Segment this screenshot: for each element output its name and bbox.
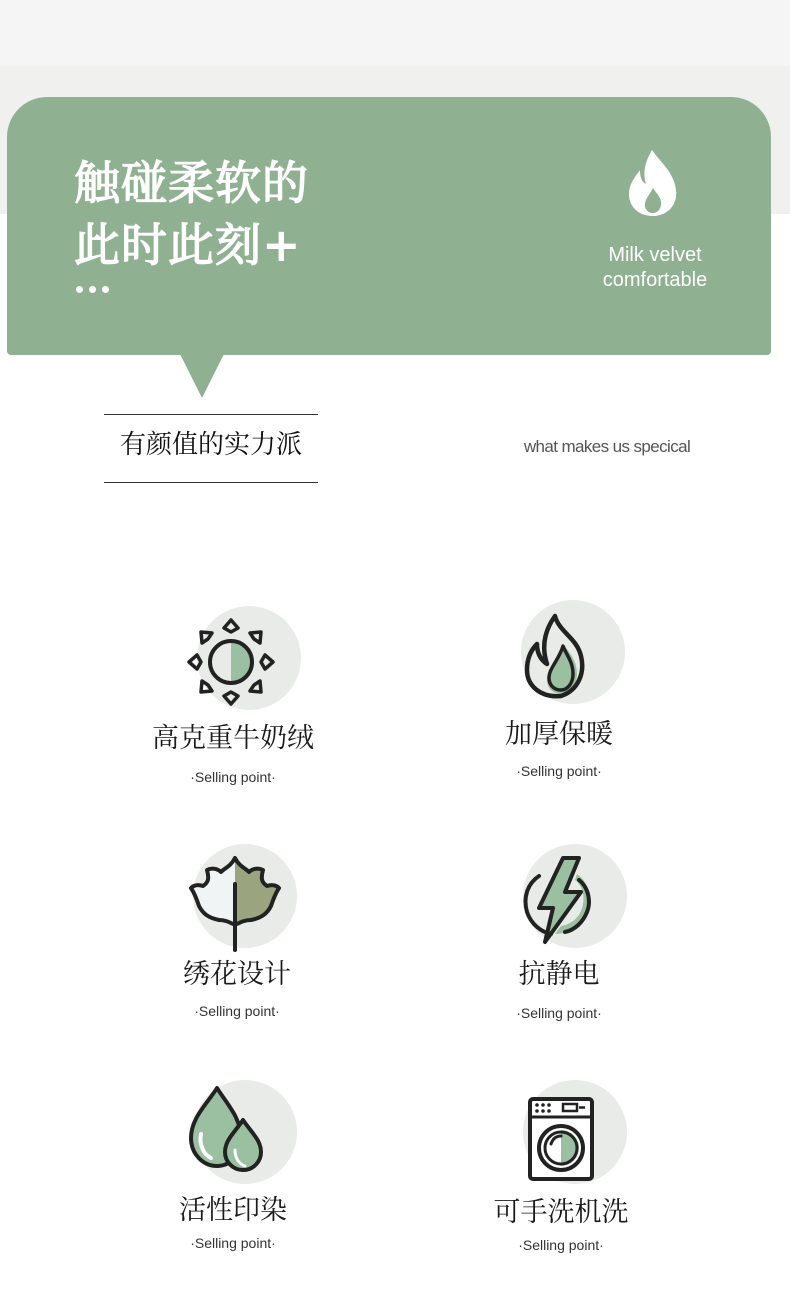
section-subtitle-en: what makes us specical [523,437,691,456]
feature-name: 可手洗机洗 [493,1197,629,1228]
feature-name: 抗静电 [518,959,600,990]
flame-icon [515,610,607,702]
banner-pointer [180,354,224,398]
feature-item [83,600,383,800]
leaf-icon [187,854,283,954]
section-title: 有颜值的实力派 [119,430,302,460]
selling-point-tag: ·Selling point· [190,769,276,785]
banner-tagline-line1: Milk velvet [608,244,702,266]
title-rule-top [104,414,318,415]
banner-tagline-line2: comfortable [602,269,708,291]
selling-point-tag: ·Selling point· [518,1237,604,1253]
top-background [0,0,790,66]
feature-item [83,1074,383,1264]
sun-icon [183,614,279,710]
feature-item [409,840,709,1030]
banner-title-line1: 触碰柔软的 [74,156,309,210]
ellipsis-dots [76,286,109,293]
selling-point-tag: ·Selling point· [194,1003,280,1019]
feature-name: 绣花设计 [183,959,291,990]
selling-point-tag: ·Selling point· [516,763,602,779]
washing-machine-icon [527,1096,595,1182]
selling-point-tag: ·Selling point· [190,1235,276,1251]
banner-title-line2: 此时此刻+ [74,218,302,272]
feature-name: 高克重牛奶绒 [152,723,314,754]
feature-item [87,840,387,1030]
feature-item [409,596,709,796]
title-rule-bottom [104,482,318,483]
feature-name: 活性印染 [179,1195,287,1226]
flame-icon [622,148,684,218]
selling-point-tag: ·Selling point· [516,1005,602,1021]
feature-item [411,1076,711,1266]
lightning-icon [517,854,597,946]
water-drops-icon [187,1082,269,1174]
feature-name: 加厚保暖 [505,719,613,750]
